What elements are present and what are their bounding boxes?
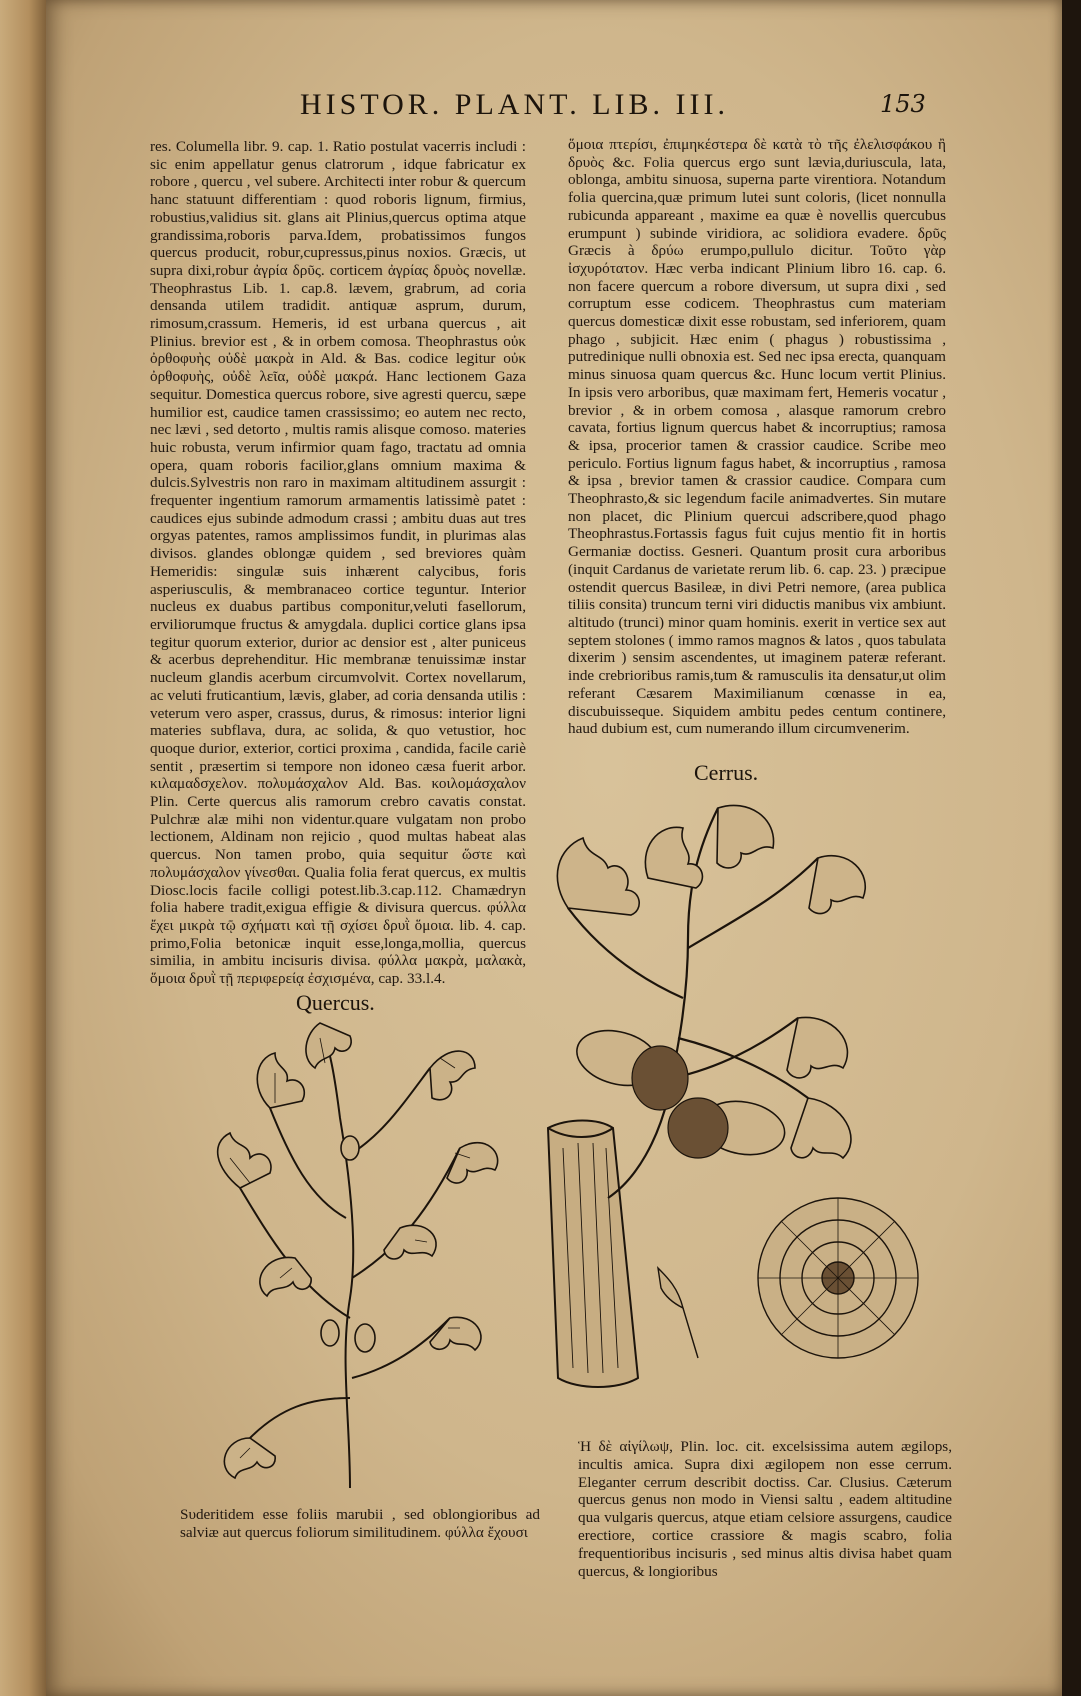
page-header xyxy=(300,88,940,128)
quercus-caption: Quercus. xyxy=(296,990,375,1015)
running-title: HISTOR. PLANT. LIB. III. xyxy=(300,88,730,121)
right-column-text: ὅμοια πτερίσι, ἐπιμηκέστερα δὲ κατὰ τὸ τῆς ἐλελισφάκου ἢ δρυὸς &c. Folia quercus ergo sunt lævia,duriuscula, lata, oblonga, ambitu sinuosa, superna parte virentiora. Notandum folia quercina,quæ primum lutei sunt coloris, (licet nonnulla rubicunda appareant , maxime ea quæ è novellis quercubus erumpunt ) subinde viridiora, ac solidiora evadere. δρῦς Græcis à δρύω erumpo,pullulo dicitur. Τοῦτο γὰρ ἰσχυρότατον. Hæc verba indicant Plinium libro 16. cap. 6. non facere quercum a robore diversum, ut supra dixi , sed corruptum esse codicem. Theophrastus cum materiam quercus domesticæ dixit esse robustam, sed inferiorem, quam phago , subjicit. Hæc enim ( phagus ) robustissima , putredinique nulli obnoxia est. Sed nec ipsa erecta, quanquam minus sinuosa quam quercus &c. Hunc locum vertit Plinius. In ipsis vero arboribus, quæ maximam fert, Hemeris vocatur , brevior , & in orbem comosa , alasque ramorum crebro cavata, fortius lignum quercus habet & incorruptius; ramosa & ipsa, procerior tamen & crassior caudice. Scribe meo periculo. Fortius lignum fagus habet, & incorruptius , ramosa & ipsa , brevior tamen & crassior caudice. Compara cum Theophrasto,& sic legendum facile animadvertes. Sin mutare non placet, dic Plinium quercui adscribere,quod phago Theophrastus.Fortassis fagus fuit cujus mentio fit in hortis Germaniæ doctiss. Gesneri. Quantum prosit cura arboribus (inquit Cardanus de varietate rerum lib. 6. cap. 23. ) præcipue ostendit quercus Basileæ, in divi Petri nemore, (area publica tiliis consita) truncum terni viri diductis manibus vix ambiunt. altitudo (trunci) minor quam hominis. exerit in vertice sex aut septem stolones ( immo ramos magnos & latos , quos tabulata dixerim ) sensim ascendentes, ut imaginem pateræ referant. inde crebrioribus ramis,tum & ramusculis ita densatur,ut olim referant Cæsarem Maximilianum cœnasse in ea, discubuisseque. Siquidem ambitu pedes centum continere, haud dubium est, cum numerando illum circumvenerim. xyxy=(568,136,946,738)
previous-page-edge xyxy=(0,0,48,1696)
bottom-left-text xyxy=(180,1506,540,1542)
cerrus-illustration xyxy=(548,798,928,1418)
page-number: 153 xyxy=(880,90,926,118)
bottom-right-text xyxy=(578,1438,952,1580)
left-column-text: res. Columella libr. 9. cap. 1. Ratio postulat vacerris includi : sic enim appellatur genus clatrorum , idque fabricatur ex robore , quercu , vel subere. Architecti inter robur & quercum hanc statuunt differentiam : quod roboris lignum, firmius, robustius,validius sit. glans ait Plinius,quercus optima atque grandissima,roboris parva.Idem, probatissimos fungos quercus producit, robur,cupressus,pinus noxios. Græcis, ut supra dixi,robur ἀγρία δρῦς. corticem ἀγρίας δρυὸς novellæ. Theophrastus Lib. 1. cap.8. lævem, grabrum, ad coria densanda utilem tradidit. antiquæ asprum, durum, rimosum,crassum. Hemeris, id est urbana quercus , ait Plinius. brevior est , & in orbem comosa. Theophrastus οὐκ ὀρθοφυὴς οὐδὲ μακρὰ in Ald. & Bas. codice legitur οὐκ ὀρθοφυὴς, οὐδὲ λεῖα, οὐδὲ μακρά. Hanc lectionem Gaza sequitur. Domestica quercus robore, sive agresti quercu, sæpe humilior est, caudice tamen crassissimo; eo autem nec recto, nec lævi , sed detorto , multis ramis alisque comoso. materies huic robusta, verum infirmior quam fago, tractatu ad omnia opera, quam roboris facilior,glans omnium maxima & dulcis.Sylvestris non raro in maximam altitudinem assurgit : frequenter ingentium ramorum armamentis latissimè patet : caudices ejus subinde admodum crassi ; ambitu duas aut tres orgyas patentes, ramos amplissimos fundit, in plurimas alas divisos. glandes oblongæ quidem , sed breviores quàm Hemeridis: singulæ suis inhærent calycibus, foris asperiusculis, & membranaceo cortice teguntur. Interior nucleus ex duabus partibus componitur,veluti fasellorum, erviliorumque fructus & amygdala. duplici cortice glans ipsa tegitur quorum exterior, durior ac densior est , alter puniceus & acerbus deprehenditur. Hic membranæ tenuissimæ instar nucleum glandis acerbum circumvolvit. Cortex novellarum, ac veluti fruticantium, lævis, glaber, ad coria densanda utilis : veterum vero asper, crassus, durus, & rimosus: interior ligni materies subflava, dura, ac solida, & quo vetustior, hoc quoque durior, exterior, cortici proxima , candida, facile cariè sentit , præsertim si tempore non idoneo cæsa fuerit arbor. κιλαμαδσχελον. πολυμάσχαλον Ald. Bas. κοιλομάσχαλον Plin. Certe quercus alis ramorum crebro cavatis constat. Pulchræ alæ mihi non videntur.quare vulgatam non probo lectionem, Aldinam non rejicio , quod multas habeat alas quercus. Non tamen probo, quia sequitur ὥστε καὶ πολυμάσχαλον γίνεσθαι. Qualia folia ferat quercus, ex multis Diosc.locis facile colligi potest.lib.3.cap.112. Chamædryn folia habere tradit,exigua effigie & divisura quercus. φύλλα ἔχει μικρὰ τῷ σχήματι καὶ τῇ σχίσει δρυῒ ὅμοια. lib. 4. cap. primo,Folia betonicæ inquit esse,longa,mollia, quercus similia, in ambitu incisuris divisa. φύλλα μακρὰ, μαλακὰ, ὅμοια δρυῒ τῇ περιφερείᾳ ἐσχισμένα, cap. 33.l.4. xyxy=(150,138,526,988)
left-text-column xyxy=(150,138,526,988)
cerrus-caption: Cerrus. xyxy=(694,760,759,785)
bottom-right-paragraph: Ἡ δὲ αἰγίλωψ, Plin. loc. cit. excelsissima autem ægilops, incultis amica. Supra dixi ægilopem non esse cerrum. Eleganter cerrum describit doctiss. Car. Clusius. Cæterum quercus genus non modo in Viensi saltu , eadem altitudine qua vulgaris quercus, atque etiam celsiore assurgens, caudice erectiore, cortice crassiore & magis scabro, folia frequentioribus incisuris , sed minus altis divisa habet quam quercus, & longioribus xyxy=(578,1438,952,1580)
quercus-illustration xyxy=(200,1018,500,1488)
right-text-column xyxy=(568,136,946,742)
bottom-left-paragraph: Sυderitidem esse foliis marubii , sed oblongioribus ad salviæ aut quercus foliorum similitudinem. φύλλα ἔχουσι xyxy=(180,1506,540,1541)
